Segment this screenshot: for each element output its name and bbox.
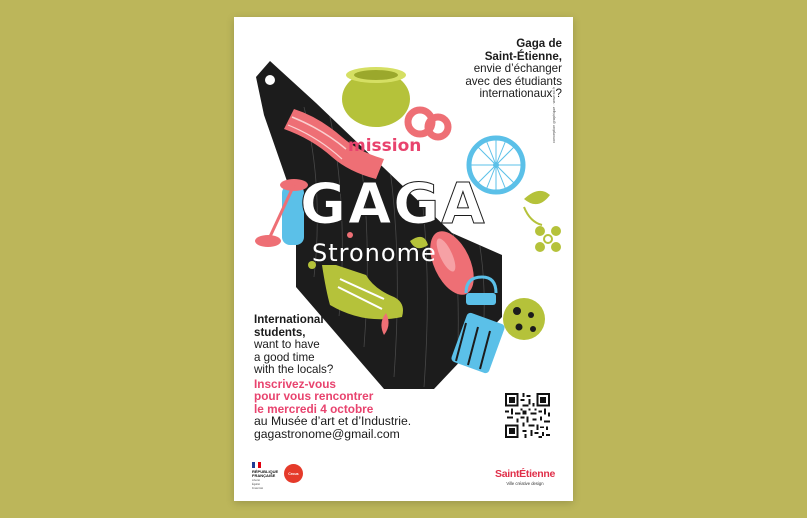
invite-line: pour vous rencontrer (254, 389, 374, 404)
board-hole (265, 75, 275, 85)
fr-question-bold: Gaga de (516, 37, 562, 50)
fr-question-line: avec des étudiants (465, 74, 562, 88)
en-question-line: with the locals? (254, 363, 334, 377)
rf-text: FRANÇAISE (252, 473, 276, 479)
cheese-icon (503, 298, 545, 340)
invite-line: Inscrivez-vous (254, 377, 336, 391)
city-tagline: Ville créative design (506, 481, 544, 486)
en-question-line: a good time (254, 350, 315, 364)
title-gaga: GAGA (300, 172, 487, 237)
rf-motto: Égalité (252, 483, 260, 487)
fr-question-line: envie d’échanger (473, 62, 562, 76)
french-flag-icon (252, 462, 261, 468)
en-question-bold: students, (254, 325, 306, 339)
subtitle-stronome: Stronome (312, 239, 437, 267)
mission-word: mission (348, 136, 422, 156)
invitation-block (254, 378, 494, 442)
en-question-bold: International (254, 313, 324, 326)
design-credit: conception graphique : www.sd.fr (552, 86, 556, 143)
venue-text: au Musée d’art et d’Industrie. (254, 414, 412, 429)
fr-question-line: internationaux ? (479, 87, 562, 101)
leaf-icon (524, 191, 550, 204)
email-text: gagastronome@gmail.com (254, 427, 400, 442)
crous-logo-text: Crous (288, 471, 299, 476)
en-question-line: want to have (254, 338, 320, 352)
flower-icon (535, 226, 561, 252)
pretzel-icon (408, 110, 448, 137)
rf-motto: Fraternité (252, 487, 264, 491)
leaf-icon (524, 207, 542, 225)
poster (234, 17, 573, 501)
qr-code[interactable] (503, 391, 552, 440)
saint-etienne-logo (492, 468, 558, 486)
fr-question-bold: Saint-Étienne, (484, 49, 562, 63)
french-question (414, 38, 562, 101)
crous-logo (284, 464, 303, 483)
city-name: SaintÉtienne (495, 468, 555, 480)
rf-text: RÉPUBLIQUE (252, 469, 279, 474)
rf-motto: Liberté (252, 479, 260, 483)
english-question (254, 314, 384, 377)
invite-line: le mercredi 4 octobre (254, 401, 374, 416)
republique-francaise-logo (252, 462, 278, 490)
